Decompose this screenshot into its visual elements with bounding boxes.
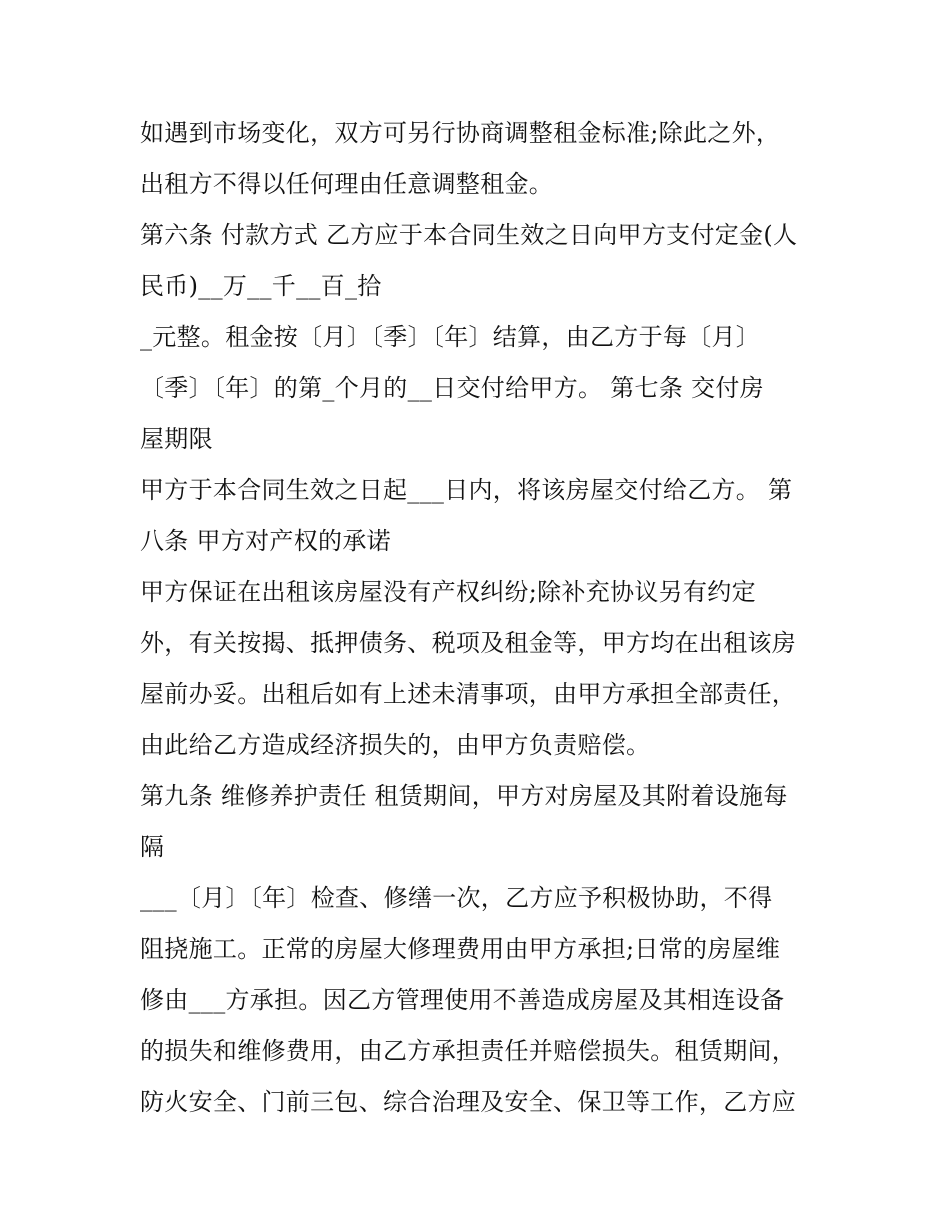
text-line: 的损失和维修费用，由乙方承担责任并赔偿损失。租赁期间， <box>140 1037 797 1065</box>
text-line: 阻挠施工。正常的房屋大修理费用由甲方承担;日常的房屋维 <box>140 935 781 963</box>
text-line: 隔 <box>140 833 165 861</box>
text-line: 第九条 维修养护责任 租赁期间，甲方对房屋及其附着设施每 <box>140 782 788 810</box>
text-line: 由此给乙方造成经济损失的，由甲方负责赔偿。 <box>140 731 651 759</box>
text-line: 屋前办妥。出租后如有上述未清事项，由甲方承担全部责任， <box>140 680 797 708</box>
text-line: 屋期限 <box>140 425 213 453</box>
text-line: 出租方不得以任何理由任意调整租金。 <box>140 170 554 198</box>
text-line: 外，有关按揭、抵押债务、税项及租金等，甲方均在出租该房 <box>140 629 797 657</box>
text-line: 修由___方承担。因乙方管理使用不善造成房屋及其相连设备 <box>140 986 785 1014</box>
text-line: ___〔月〕〔年〕检查、修缮一次，乙方应予积极协助，不得 <box>140 884 773 912</box>
text-line: 如遇到市场变化，双方可另行协商调整租金标准;除此之外， <box>140 119 781 147</box>
text-line: 第六条 付款方式 乙方应于本合同生效之日向甲方支付定金(人 <box>140 221 798 249</box>
text-line: 八条 甲方对产权的承诺 <box>140 527 391 555</box>
text-line: 防火安全、门前三包、综合治理及安全、保卫等工作，乙方应 <box>140 1088 797 1116</box>
text-line: _元整。租金按〔月〕〔季〕〔年〕结算，由乙方于每〔月〕 <box>140 323 761 351</box>
text-line: 甲方保证在出租该房屋没有产权纠纷;除补充协议另有约定 <box>140 578 756 606</box>
contract-text <box>140 108 830 1128</box>
text-line: 〔季〕〔年〕的第_个月的__日交付给甲方。 第七条 交付房 <box>140 374 764 402</box>
text-line: 民币)__万__千__百_拾 <box>140 272 382 300</box>
text-line: 甲方于本合同生效之日起___日内，将该房屋交付给乙方。 第 <box>140 476 793 504</box>
